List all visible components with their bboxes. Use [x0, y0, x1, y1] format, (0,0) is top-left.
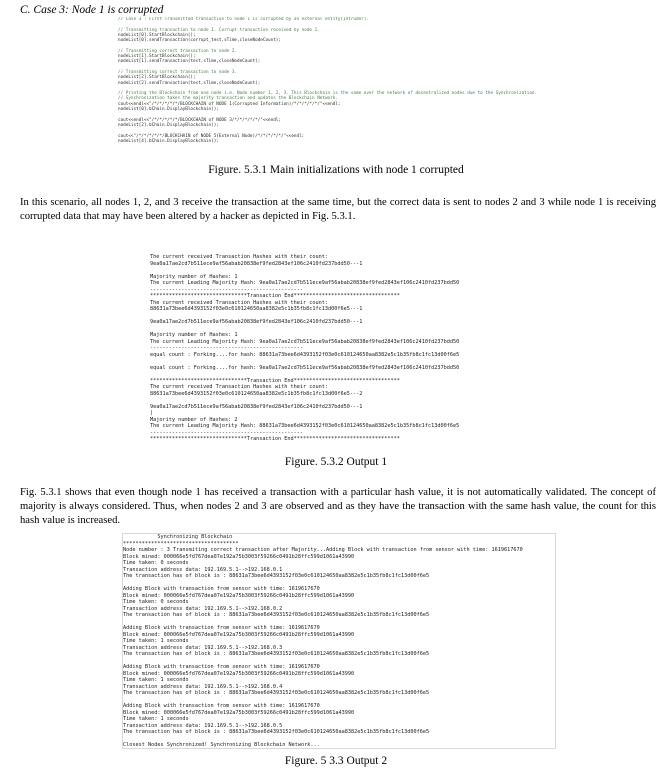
code-line: nodeList[2].sendTransaction(test,sTime,closeNodeCount); [118, 80, 261, 86]
code-line: cout<<endl<<"/*/*/*/*/*/BLOCKCHAIN of NODE 1(Corrupted Information)/*/*/*/*/*/"<<endl; [118, 101, 341, 107]
console-line: equal count : Forking....for hash: 88631a73bee6d4393152f03e0c610124650aa8382e5c1b35fb8c1fc13d00f6e5 [150, 351, 460, 358]
code-line: nodeList[2].StartBlockchain(); [118, 75, 196, 81]
section-heading: C. Case 3: Node 1 is corrupted [20, 4, 164, 16]
console-line: Majority number of Hashes: 1 [150, 332, 238, 338]
console-line: The transaction has of block is : 88631a73bee6d4393152f03e0c610124650aa8382e5c1b35fb8c1fc13d00f6e5 [123, 729, 430, 735]
console-line: Block mined: 000066e5fd767dea07e192a75b3003f59266c0491b28ffc599d1061a43990 [123, 709, 355, 716]
console-line: The current received Transaction Hashes with their count: [150, 299, 329, 306]
console-line: Block mined: 000066e5fd767dea07e192a75b3003f59266c0491b28ffc599d1061a43990 [123, 553, 355, 560]
console-line: ------------------------------------------------- [150, 429, 304, 436]
console-line: 9ea0a17ae2cd7b511ece9af56abab20838ef9fed2843ef106c2410fd237bdd50---1 [150, 260, 363, 267]
code-line: nodeList[0].StartBlockchain(); [118, 32, 196, 38]
console-line: | [150, 410, 154, 416]
console-output-1 [150, 254, 522, 450]
console-line: *******************************Transaction End********************************** [150, 377, 400, 384]
console-line: Transaction address data: 192.169.5.1-->192.168.0.4 [123, 683, 283, 690]
console-line: The current Leading Majority Hash: 88631a73bee6d4393152f03e0c610124650aa8382e5c1b35fb8c1fc13d00f6e5 [150, 423, 460, 429]
console-line: Block mined: 000066e5fd767dea07e192a75b3003f59266c0491b28ffc599d1061a43990 [123, 631, 355, 638]
console-line: The transaction has of block is : 88631a73bee6d4393152f03e0c610124650aa8382e5c1b35fb8c1fc13d00f6e5 [123, 612, 430, 618]
console-line: Adding Block with transaction from sensor with time: 1619617670 [123, 703, 320, 709]
paragraph-majority: Fig. 5.3.1 shows that even though node 1 has received a transaction with a particular hash value, it is not automatically validated. The concept of majority is always considered. Thus, when nodes 2 and 3 are observed and as they have the transaction with the same hash value, the count for this hash value is increased. [20, 487, 656, 526]
figure-caption-5-3-3: Figure. 5 3.3 Output 2 [284, 755, 388, 767]
paragraph-scenario: In this scenario, all nodes 1, 2, and 3 receive the transaction at the same time, but the correct data is sent to nodes 2 and 3 while node 1 is receiving corrupted data that may have been altered by a hacker as depicted in Fig. 5.3.1. [20, 197, 656, 222]
code-line: nodeList[1].sendTransaction(test,sTime,closeNodeCount); [118, 59, 261, 65]
console-line: Time taken: 1 seconds [123, 677, 189, 683]
console-line: The current Leading Majority Hash: 9ea0a17ae2cd7b511ece9af56abab20838ef9fed2843ef106c2410fd237bdd50 [150, 338, 460, 345]
console-line: The transaction has of block is : 88631a73bee6d4393152f03e0c610124650aa8382e5c1b35fb8c1fc13d00f6e5 [123, 573, 430, 579]
code-line: nodeList[0].bChain.DisplayBlockchain(); [118, 107, 219, 113]
console-line: Adding Block with transaction from sensor with time: 1619617670 [123, 586, 320, 592]
code-line: cout<<endl<<"/*/*/*/*/*/BLOCKCHAIN of NODE 3/*/*/*/*/*/"<<endl; [118, 117, 281, 123]
console-line: equal count : Forking....for hash: 9ea0a17ae2cd7b511ece9af56abab20838ef9fed2843ef106c2410fd237bdd50 [150, 364, 460, 371]
code-line: // Transmitting transaction to node 1. Corrupt transaction received by node 1. [118, 27, 320, 33]
console-line: *******************************Transaction End********************************** [150, 436, 400, 442]
console-line: Time taken: 1 seconds [123, 638, 189, 644]
code-line: // Printing the Blockchain from one node i.e. Node number 1, 2, 3. This Blockchain is the same over the network of decentralized nodes due to the Synchronization. [118, 91, 538, 97]
console-line: The transaction has of block is : 88631a73bee6d4393152f03e0c610124650aa8382e5c1b35fb8c1fc13d00f6e5 [123, 651, 430, 657]
console-line: 88631a73bee6d4393152f03e0c610124650aa8382e5c1b35fb8c1fc13d00f6e5---1 [150, 306, 363, 312]
console-line: Node number : 3 Transmiting correct transaction after Majority...Adding Block with transaction from sensor with time: 1619617670 [123, 547, 523, 553]
console-line: ------------------------------------------------- [150, 345, 304, 351]
console-output-2 [122, 533, 556, 749]
code-line: nodeList[0].sendTransaction(corrupt_test,sTime,closeNodeCount); [118, 38, 281, 44]
code-screenshot-main-initializations [118, 17, 618, 144]
console-line: Majority number of Hashes: 2 [150, 416, 238, 423]
console-line: 88631a73bee6d4393152f03e0c610124650aa8382e5c1b35fb8c1fc13d00f6e5---2 [150, 390, 363, 397]
console-line: Adding Block with transaction from sensor with time: 1619617670 [123, 625, 320, 631]
code-line: // Synchronization takes the majority transaction and updates the Blockchain Network. [118, 96, 338, 102]
console-line: Block mined: 000066e5fd767dea07e192a75b3003f59266c0491b28ffc599d1061a43990 [123, 592, 355, 599]
console-line: ------------------------------------------------- [150, 286, 304, 293]
console-line: Transaction address data: 192.169.5.1-->192.168.0.2 [123, 605, 283, 612]
console-line: Time taken: 1 seconds [123, 716, 189, 722]
code-line: nodeList[2].bChain.DisplayBlockchain(); [118, 122, 219, 128]
console-line: Transaction address data: 192.169.5.1-->192.168.0.1 [123, 566, 283, 573]
console-line: Adding Block with transaction from sensor with time: 1619617670 [123, 664, 320, 670]
console-line: Closest Nodes Synchronized! Synchronizing Blockchain Network... [123, 742, 320, 748]
code-line: nodeList[4].bChain.DisplayBlockchain(); [118, 138, 219, 144]
console-line: 9ea0a17ae2cd7b511ece9af56abab20838ef9fed2843ef106c2410fd237bdd50---1 [150, 319, 363, 325]
console-line: Synchronizing Blockchain [123, 534, 233, 540]
console-line: Block mined: 000066e5fd767dea07e192a75b3003f59266c0491b28ffc599d1061a43990 [123, 670, 355, 677]
console-line: *******************************Transaction End********************************** [150, 293, 400, 299]
console-line: The current received Transaction Hashes with their count: [150, 254, 329, 260]
console-line: Transaction address data: 192.169.5.1-->192.168.0.3 [123, 644, 283, 651]
code-line: cout<<"/*/*/*/*/*/BLOCKCHAIN of NODE 5(External Node)/*/*/*/*/*/"<<endl; [118, 133, 305, 139]
console-line: Time taken: 0 seconds [123, 560, 189, 566]
console-line: The current received Transaction Hashes with their count: [150, 384, 329, 390]
console-line: Transaction address data: 192.169.5.1-->192.168.0.5 [123, 722, 283, 729]
code-line: // Transmitting correct transaction to node 2. [118, 48, 237, 54]
console-line: The transaction has of block is : 88631a73bee6d4393152f03e0c610124650aa8382e5c1b35fb8c1fc13d00f6e5 [123, 690, 430, 696]
code-line: nodeList[1].StartBlockchain(); [118, 54, 196, 60]
console-line: Majority number of Hashes: 1 [150, 273, 238, 280]
code-line: // Transmitting correct transaction to node 3. [118, 69, 237, 75]
console-line: ************************************* [123, 540, 239, 547]
console-line: The current Leading Majority Hash: 9ea0a17ae2cd7b511ece9af56abab20838ef9fed2843ef106c2410fd237bdd50 [150, 280, 460, 286]
code-line: // Case 3 : First Transmitted transaction to node 1 is corrupted by an external entity(Intruder). [118, 17, 369, 22]
console-line: Time taken: 0 seconds [123, 599, 189, 605]
console-line: 9ea0a17ae2cd7b511ece9af56abab20838ef9fed2843ef106c2410fd237bdd50---1 [150, 403, 363, 410]
figure-caption-5-3-1: Figure. 5.3.1 Main initializations with node 1 corrupted [208, 164, 464, 176]
figure-caption-5-3-2: Figure. 5.3.2 Output 1 [284, 456, 388, 468]
